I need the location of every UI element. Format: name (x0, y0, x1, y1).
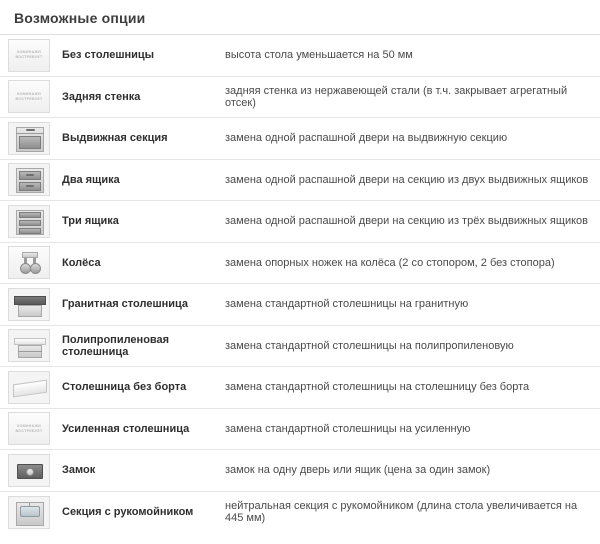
option-label: Гранитная столешница (62, 298, 189, 311)
option-label: Столешница без борта (62, 381, 187, 394)
table-row (0, 118, 600, 160)
option-icon-cell (0, 159, 58, 201)
table-row (0, 408, 600, 450)
option-description: замена стандартной столешницы на усиленную (225, 422, 471, 435)
two-drawers-icon (8, 163, 50, 196)
wheels-icon (8, 246, 50, 279)
pull-out-section-icon (8, 122, 50, 155)
options-table (0, 34, 600, 533)
option-description: замена опорных ножек на колёса (2 со стопором, 2 без стопора) (225, 256, 555, 269)
option-label: Замок (62, 464, 96, 477)
option-label: Полипропиленовая столешница (62, 333, 170, 358)
option-label: Без столешницы (62, 49, 155, 62)
table-row (0, 450, 600, 492)
option-label: Выдвижная секция (62, 132, 168, 145)
three-drawers-icon (8, 205, 50, 238)
option-label: Усиленная столешница (62, 422, 190, 435)
borderless-countertop-icon (8, 371, 50, 404)
watermark-placeholder-icon (8, 412, 50, 445)
option-label: Три ящика (62, 215, 119, 228)
watermark-text: КОМИНАЖИ ВОСТРЕБУЕТ (15, 91, 43, 101)
option-icon-cell (0, 367, 58, 409)
option-description: замена одной распашной двери на секцию из двух выдвижных ящиков (225, 173, 589, 186)
table-row (0, 35, 600, 77)
option-description: замена стандартной столешницы на полипропиленовую (225, 339, 514, 352)
watermark-placeholder-icon (8, 39, 50, 72)
page-title: Возможные опции (14, 10, 146, 26)
option-icon-cell (0, 325, 58, 367)
option-label: Колёса (62, 256, 101, 269)
option-icon-cell (0, 284, 58, 326)
option-icon-cell (0, 450, 58, 492)
option-description: нейтральная секция с рукомойником (длина стола увеличивается на 445 мм) (225, 500, 578, 524)
option-icon-cell (0, 118, 58, 160)
lock-icon (8, 454, 50, 487)
table-row (0, 201, 600, 243)
option-icon-cell (0, 76, 58, 118)
table-row (0, 159, 600, 201)
option-icon-cell (0, 491, 58, 533)
table-row (0, 284, 600, 326)
table-row (0, 491, 600, 533)
option-description: замок на одну дверь или ящик (цена за один замок) (225, 464, 491, 477)
watermark-text: КОМИНАЖИ ВОСТРЕБУЕТ (15, 423, 43, 433)
option-description: замена стандартной столешницы на гранитную (225, 298, 469, 311)
option-label: Секция с рукомойником (62, 506, 194, 518)
watermark-text: КОМИНАЖИ ВОСТРЕБУЕТ (15, 50, 43, 60)
option-description: замена одной распашной двери на выдвижную секцию (225, 132, 508, 145)
washbasin-section-icon (8, 496, 50, 529)
option-icon-cell (0, 242, 58, 284)
option-icon-cell (0, 35, 58, 77)
option-label: Два ящика (62, 173, 120, 186)
table-row (0, 242, 600, 284)
option-description: замена одной распашной двери на секцию из трёх выдвижных ящиков (225, 215, 588, 228)
watermark-placeholder-icon (8, 80, 50, 113)
table-row (0, 367, 600, 409)
granite-countertop-icon (8, 288, 50, 321)
option-icon-cell (0, 408, 58, 450)
option-label: Задняя стенка (62, 90, 141, 103)
option-description: замена стандартной столешницы на столешницу без борта (225, 381, 530, 394)
table-row (0, 325, 600, 367)
table-row (0, 76, 600, 118)
option-description: высота стола уменьшается на 50 мм (225, 49, 413, 62)
option-description: задняя стенка из нержавеющей стали (в т.ч. закрывает агрегатный отсек) (225, 84, 568, 109)
polypropylene-countertop-icon (8, 329, 50, 362)
option-icon-cell (0, 201, 58, 243)
